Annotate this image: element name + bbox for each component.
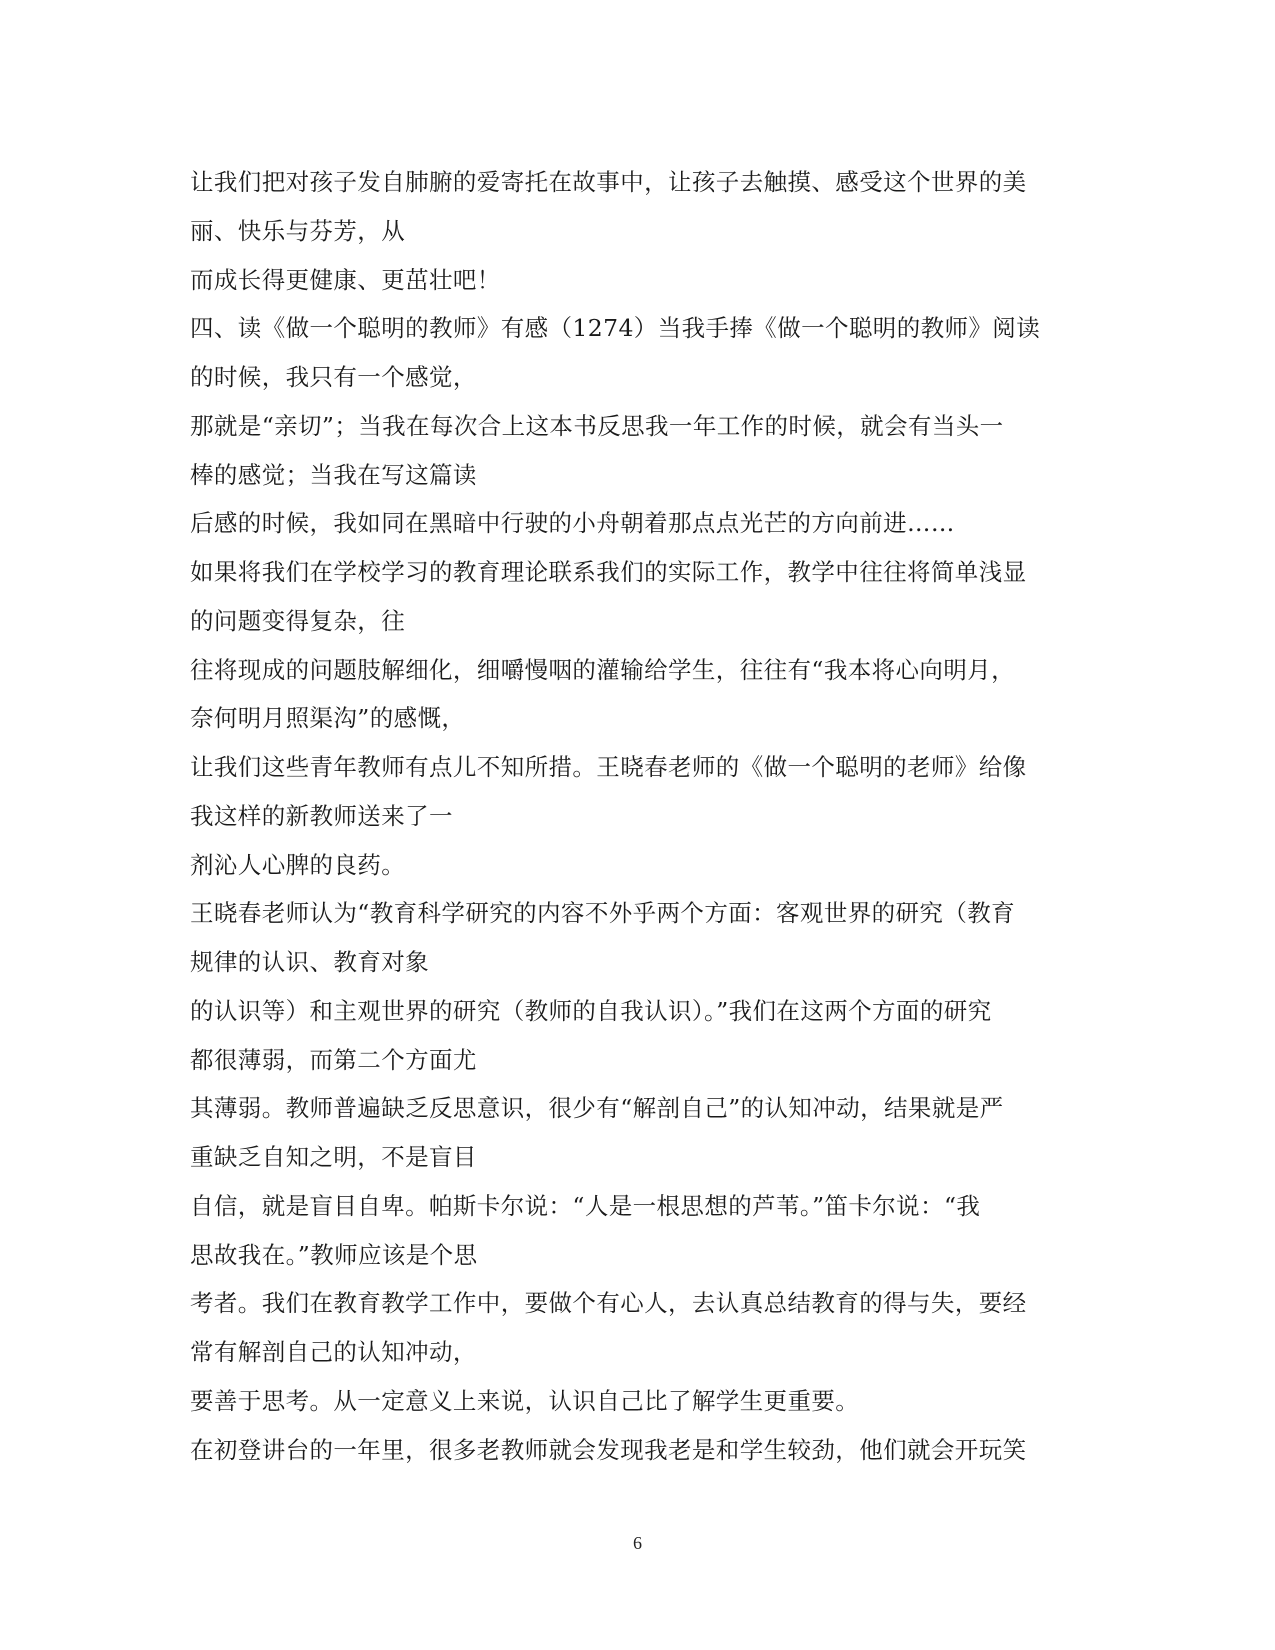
text-line: 的时候，我只有一个感觉， [190,363,477,391]
text-line: 重缺乏自知之明，不是盲目 [190,1143,477,1171]
text-line: 自信，就是盲目自卑。帕斯卡尔说：“人是一根思想的芦苇。”笛卡尔说：“我 [190,1191,981,1220]
text-line: 常有解剖自己的认知冲动， [190,1338,477,1366]
text-line: 那就是“亲切”；当我在每次合上这本书反思我一年工作的时候，就会有当头一 [190,411,1004,440]
text-line: 往将现成的问题肢解细化，细嚼慢咽的灌输给学生，往往有“我本将心向明月， [190,655,1016,684]
text-line: 思故我在。”教师应该是个思 [190,1240,478,1269]
text-line: 规律的认识、教育对象 [190,948,429,976]
text-line: 四、读《做一个聪明的教师》有感（1274）当我手捧《做一个聪明的教师》阅读 [190,314,1041,343]
text-line: 丽、快乐与芬芳，从 [190,216,406,245]
text-line: 的问题变得复杂，往 [190,606,406,635]
text-line: 考者。我们在教育教学工作中，要做个有心人，去认真总结教育的得与失，要经 [190,1289,1027,1318]
text-line: 棒的感觉；当我在写这篇读 [190,460,477,489]
text-line: 的认识等）和主观世界的研究（教师的自我认识）。”我们在这两个方面的研究 [190,996,992,1025]
page-number: 6 [633,1533,642,1553]
text-line: 我这样的新教师送来了一 [190,801,453,830]
text-line: 要善于思考。从一定意义上来说，认识自己比了解学生更重要。 [190,1386,860,1415]
text-line: 其薄弱。教师普遍缺乏反思意识，很少有“解剖自己”的认知冲动，结果就是严 [190,1094,1004,1123]
text-line: 都很薄弱，而第二个方面尤 [190,1045,477,1074]
text-line: 奈何明月照渠沟”的感慨， [190,704,466,733]
text-line: 王晓春老师认为“教育科学研究的内容不外乎两个方面：客观世界的研究（教育 [190,899,1016,928]
text-line: 而成长得更健康、更茁壮吧！ [190,265,501,294]
body-text [190,158,1080,1474]
text-line: 让我们把对孩子发自肺腑的爱寄托在故事中，让孩子去触摸、感受这个世界的美 [190,168,1027,196]
text-line: 在初登讲台的一年里，很多老教师就会发现我老是和学生较劲，他们就会开玩笑 [190,1435,1027,1464]
text-line: 剂沁人心脾的良药。 [190,850,406,879]
text-line: 后感的时候，我如同在黑暗中行驶的小舟朝着那点点光芒的方向前进…… [190,509,955,538]
text-line: 如果将我们在学校学习的教育理论联系我们的实际工作，教学中往往将简单浅显 [190,558,1027,586]
text-line: 让我们这些青年教师有点儿不知所措。王晓春老师的《做一个聪明的老师》给像 [190,753,1027,781]
